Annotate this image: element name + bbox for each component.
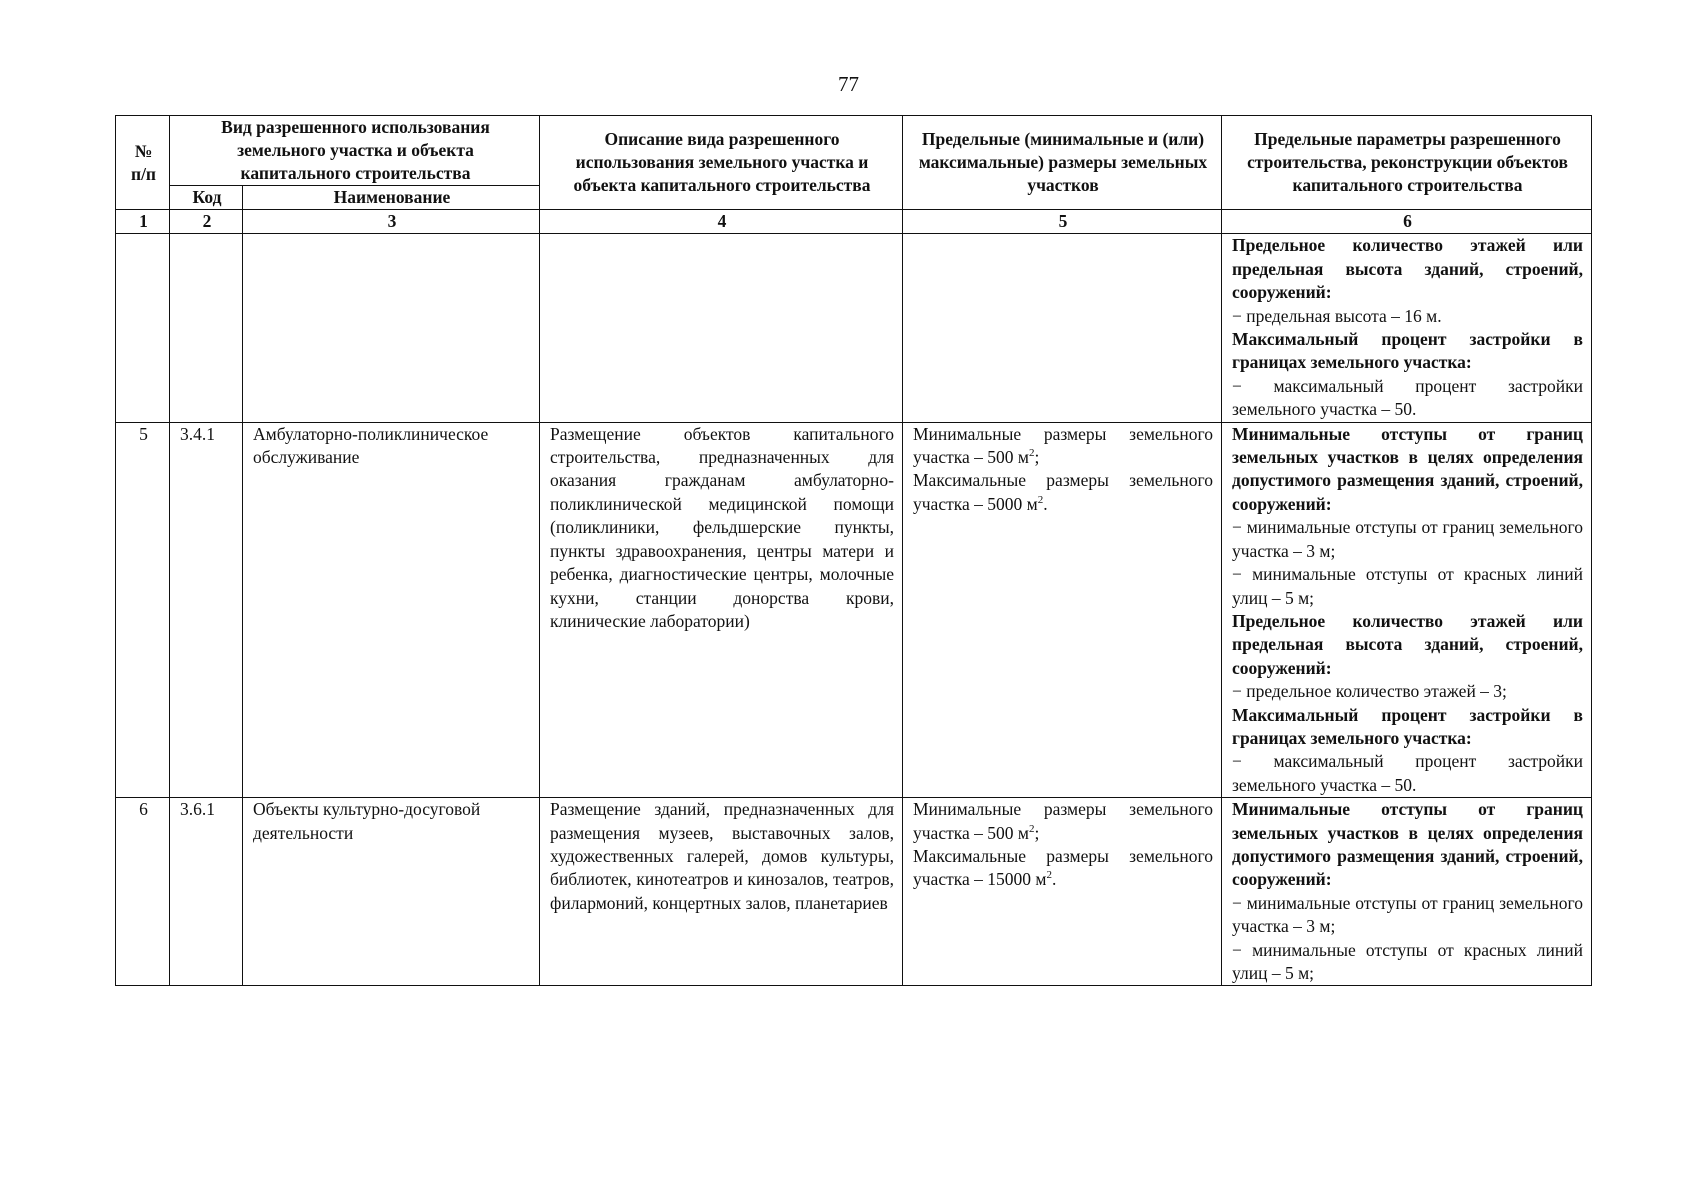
size-text: Максимальные размеры земельного участка – 5000 м xyxy=(913,470,1213,514)
param-item: − предельная высота – 16 м. xyxy=(1232,305,1442,326)
size-punctuation: ; xyxy=(1034,447,1040,468)
column-number: 6 xyxy=(1222,210,1592,234)
unit-superscript: 2 xyxy=(1046,869,1052,882)
row-name: Амбулаторно-поликлиническое обслуживание xyxy=(243,422,540,798)
table-row xyxy=(116,422,1592,798)
param-item: − максимальный процент застройки земельного участка – 50. xyxy=(1232,375,1583,420)
row-sizes xyxy=(903,422,1222,798)
size-punctuation: . xyxy=(1043,493,1048,514)
column-number: 3 xyxy=(243,210,540,234)
row-params xyxy=(1222,422,1592,798)
header-vid: Вид разрешенного использования земельного участка и объекта капитального строительства xyxy=(170,116,540,186)
row-code: 3.6.1 xyxy=(170,798,243,986)
row-description: Размещение объектов капитального строительства, предназначенных для оказания гражданам амбулаторно-поликлинической медицинской помощи (поликлиники, фельдшерские пункты, пункты здравоохранения, центры матери и ребенка, диагностические центры, молочные кухни, станции донорства крови, клинические лаборатории) xyxy=(540,422,903,798)
row-params xyxy=(1222,234,1592,422)
size-line xyxy=(913,469,1213,516)
row-number: 5 xyxy=(116,422,170,798)
size-punctuation: . xyxy=(1051,869,1057,890)
size-line xyxy=(913,423,1213,470)
row-code: 3.4.1 xyxy=(170,422,243,798)
page-number: 77 xyxy=(838,72,859,96)
column-numbers-row xyxy=(116,210,1592,234)
row-sizes xyxy=(903,234,1222,422)
param-item: − минимальные отступы от границ земельного участка – 3 м; xyxy=(1232,892,1583,937)
header-code: Код xyxy=(170,186,243,210)
header-num: № п/п xyxy=(116,116,170,210)
land-use-table xyxy=(115,115,1592,986)
header-name: Наименование xyxy=(243,186,540,210)
table-row xyxy=(116,798,1592,986)
header-params: Предельные параметры разрешенного строительства, реконструкции объектов капитального строительства xyxy=(1222,116,1592,210)
param-heading: Максимальный процент застройки в границах земельного участка: xyxy=(1232,704,1583,748)
unit-superscript: 2 xyxy=(1037,494,1044,507)
header-sizes: Предельные (минимальные и (или) максимальные) размеры земельных участков xyxy=(903,116,1222,210)
row-params xyxy=(1222,798,1592,986)
header-description: Описание вида разрешенного использования земельного участка и объекта капитального строительства xyxy=(540,116,903,210)
column-number: 5 xyxy=(903,210,1222,234)
param-item: − минимальные отступы от красных линий улиц – 5 м; xyxy=(1232,564,1583,608)
row-description xyxy=(540,234,903,422)
size-text: Минимальные размеры земельного участка – 500 м xyxy=(913,423,1213,468)
table-header xyxy=(116,116,1592,234)
param-item: − минимальные отступы от красных линий улиц – 5 м; xyxy=(1232,939,1583,983)
row-number: 6 xyxy=(116,798,170,986)
row-name xyxy=(243,234,540,422)
table-row xyxy=(116,234,1592,422)
row-name: Объекты культурно-досуговой деятельности xyxy=(243,798,540,986)
param-heading: Минимальные отступы от границ земельных участков в целях определения допустимого размещения зданий, строений, сооружений: xyxy=(1232,423,1583,514)
row-code xyxy=(170,234,243,422)
row-number xyxy=(116,234,170,422)
size-line xyxy=(913,845,1213,892)
unit-superscript: 2 xyxy=(1028,822,1035,835)
size-line xyxy=(913,798,1213,845)
param-heading: Максимальный процент застройки в границах земельного участка: xyxy=(1232,329,1583,373)
row-description: Размещение зданий, предназначенных для размещения музеев, выставочных залов, художественных галерей, домов культуры, библиотек, кинотеатров и кинозалов, театров, филармоний, концертных залов, планетариев xyxy=(540,798,903,986)
param-heading: Предельное количество этажей или предельная высота зданий, строений, сооружений: xyxy=(1232,610,1583,678)
size-text: Максимальные размеры земельного участка – 15000 м xyxy=(913,845,1213,890)
size-punctuation: ; xyxy=(1034,822,1040,843)
unit-superscript: 2 xyxy=(1028,447,1035,460)
param-item: − минимальные отступы от границ земельного участка – 3 м; xyxy=(1232,517,1583,561)
param-item: − максимальный процент застройки земельного участка – 50. xyxy=(1232,751,1583,795)
column-number: 2 xyxy=(170,210,243,234)
param-heading: Предельное количество этажей или предельная высота зданий, строений, сооружений: xyxy=(1232,235,1583,303)
column-number: 1 xyxy=(116,210,170,234)
row-sizes xyxy=(903,798,1222,986)
column-number: 4 xyxy=(540,210,903,234)
size-text: Минимальные размеры земельного участка – 500 м xyxy=(913,799,1213,843)
table-body xyxy=(116,234,1592,986)
param-item: − предельное количество этажей – 3; xyxy=(1232,681,1507,702)
param-heading: Минимальные отступы от границ земельных участков в целях определения допустимого размещения зданий, строений, сооружений: xyxy=(1232,799,1583,890)
